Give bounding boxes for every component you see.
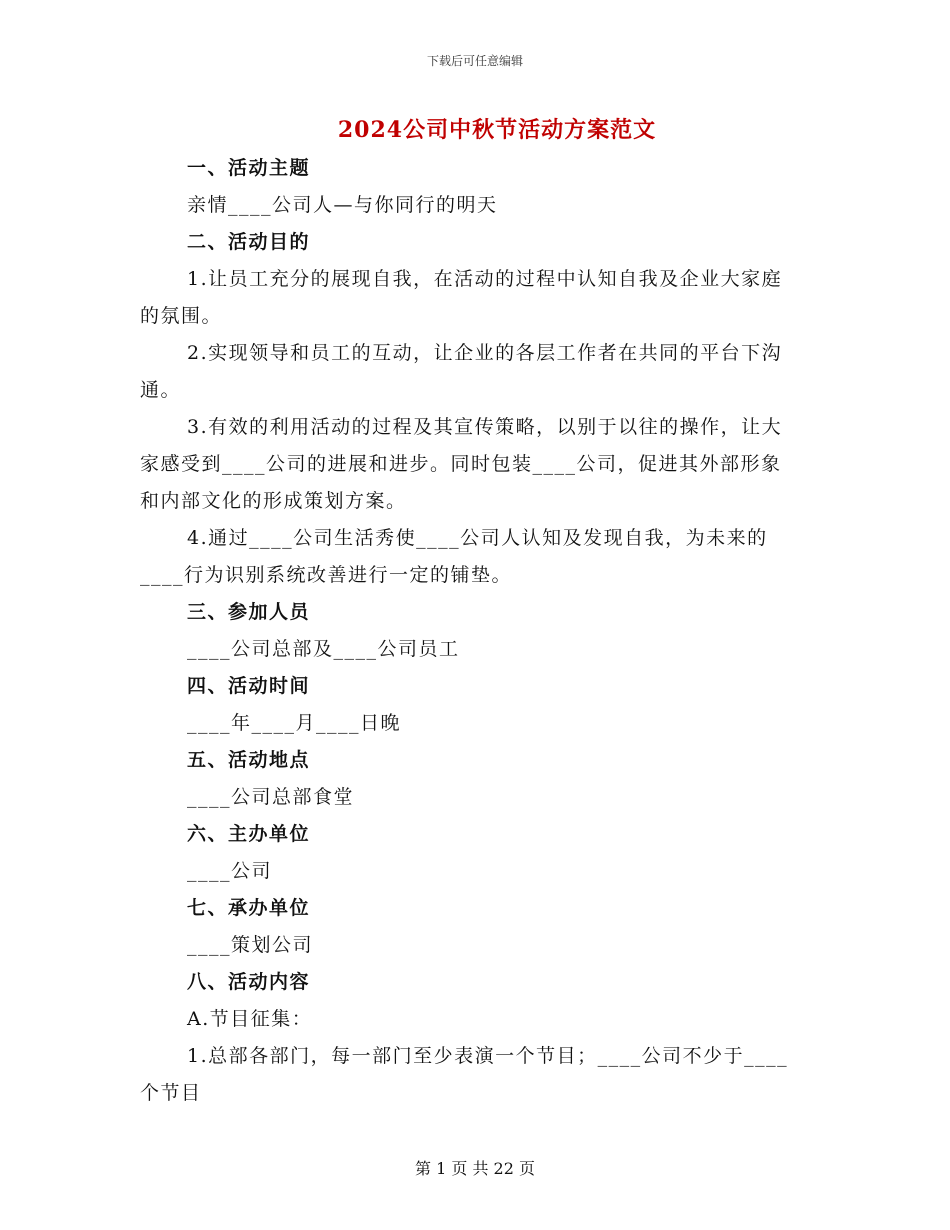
section-heading: 一、活动主题 xyxy=(187,157,311,179)
header-note: 下载后可任意编辑 xyxy=(426,54,523,68)
section-text: ____策划公司 xyxy=(187,934,314,956)
section-heading: 二、活动目的 xyxy=(187,231,311,253)
paragraph: 3.有效的利用活动的过程及其宣传策略，以别于以往的操作，让大家感受到____公司的进展和进步。同时包装____公司，促进其外部形象和内部文化的形成策划方案。 xyxy=(140,416,783,512)
document-title: 2024公司中秋节活动方案范文 xyxy=(337,117,657,143)
section-text: 亲情____公司人—与你同行的明天 xyxy=(187,194,498,216)
paragraph: 4.通过____公司生活秀使____公司人认知及发现自我，为未来的____行为识别系统改善进行一定的铺垫。 xyxy=(140,527,768,586)
document-body xyxy=(140,150,800,1112)
section-text: ____年____月____日晚 xyxy=(187,712,402,734)
section-heading: 八、活动内容 xyxy=(187,971,311,993)
section-heading: 六、主办单位 xyxy=(187,823,311,845)
page-footer: 第 1 页 共 22 页 xyxy=(415,1159,535,1178)
section-heading: 四、活动时间 xyxy=(187,675,311,697)
section-heading: 三、参加人员 xyxy=(187,601,311,623)
section-text: ____公司总部及____公司员工 xyxy=(187,638,460,660)
paragraph: 1.总部各部门，每一部门至少表演一个节目；____公司不少于____个节目 xyxy=(140,1045,789,1104)
section-heading: 七、承办单位 xyxy=(187,897,311,919)
section-text: ____公司总部食堂 xyxy=(187,786,355,808)
sub-heading: A.节目征集： xyxy=(187,1008,313,1030)
section-heading: 五、活动地点 xyxy=(187,749,311,771)
paragraph: 2.实现领导和员工的互动，让企业的各层工作者在共同的平台下沟通。 xyxy=(140,342,783,401)
section-text: ____公司 xyxy=(187,860,273,882)
paragraph: 1.让员工充分的展现自我，在活动的过程中认知自我及企业大家庭的氛围。 xyxy=(140,268,783,327)
